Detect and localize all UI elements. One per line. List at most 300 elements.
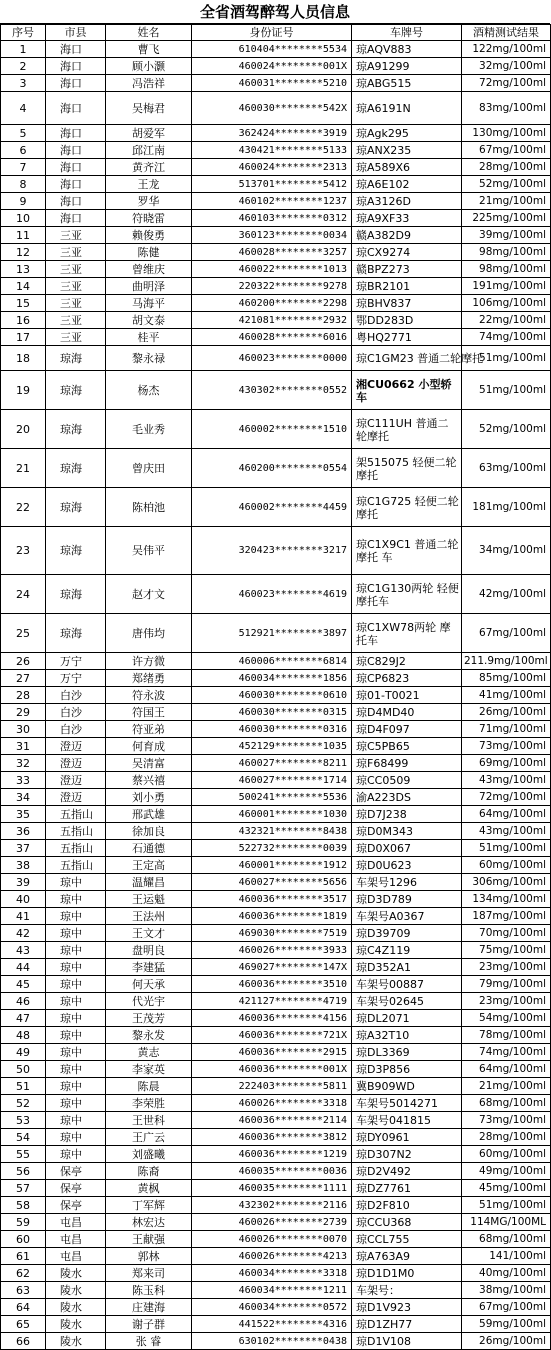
row-city: 万宁 — [46, 653, 106, 670]
row-plate: 琼DY0961 — [352, 1129, 462, 1146]
row-name: 曾维庆 — [106, 261, 192, 278]
row-index: 50 — [1, 1061, 46, 1078]
row-city: 陵水 — [46, 1265, 106, 1282]
row-alcohol-result: 51mg/100ml — [462, 346, 551, 371]
row-city: 万宁 — [46, 670, 106, 687]
row-plate: 琼D39709 — [352, 925, 462, 942]
row-alcohol-result: 78mg/100ml — [462, 1027, 551, 1044]
row-city: 五指山 — [46, 823, 106, 840]
row-name: 马海平 — [106, 295, 192, 312]
table-row — [1, 261, 551, 278]
row-plate: 车架号041815 — [352, 1112, 462, 1129]
row-plate: 琼F68499 — [352, 755, 462, 772]
row-city: 海口 — [46, 92, 106, 125]
row-index: 32 — [1, 755, 46, 772]
row-plate: 琼DL3369 — [352, 1044, 462, 1061]
table-row — [1, 1180, 551, 1197]
row-alcohol-result: 70mg/100ml — [462, 925, 551, 942]
row-id-number: 610404********5534 — [192, 41, 352, 58]
row-name: 王运魁 — [106, 891, 192, 908]
row-alcohol-result: 54mg/100ml — [462, 1010, 551, 1027]
row-id-number: 460026********2739 — [192, 1214, 352, 1231]
table-row — [1, 823, 551, 840]
row-city: 屯昌 — [46, 1248, 106, 1265]
row-name: 徐加良 — [106, 823, 192, 840]
row-plate: 琼A3126D — [352, 193, 462, 210]
row-plate: 琼D0U623 — [352, 857, 462, 874]
row-id-number: 460031********5210 — [192, 75, 352, 92]
row-id-number: 469027********147X — [192, 959, 352, 976]
row-alcohol-result: 52mg/100ml — [462, 410, 551, 449]
row-index: 14 — [1, 278, 46, 295]
row-plate: 琼D0X067 — [352, 840, 462, 857]
row-city: 海口 — [46, 41, 106, 58]
table-row — [1, 410, 551, 449]
row-plate: 琼D307N2 — [352, 1146, 462, 1163]
row-city: 琼海 — [46, 346, 106, 371]
row-alcohol-result: 40mg/100ml — [462, 1265, 551, 1282]
table-row — [1, 1282, 551, 1299]
row-plate: 琼CX9274 — [352, 244, 462, 261]
row-alcohol-result: 51mg/100ml — [462, 1197, 551, 1214]
row-index: 62 — [1, 1265, 46, 1282]
row-name: 符国王 — [106, 704, 192, 721]
table-row — [1, 687, 551, 704]
header-plate: 车牌号 — [352, 25, 462, 41]
table-row — [1, 193, 551, 210]
row-index: 34 — [1, 789, 46, 806]
row-plate: 琼BR2101 — [352, 278, 462, 295]
row-city: 琼中 — [46, 1061, 106, 1078]
row-city: 陵水 — [46, 1316, 106, 1333]
row-plate: 琼CC0509 — [352, 772, 462, 789]
row-name: 李家英 — [106, 1061, 192, 1078]
row-id-number: 222403********5811 — [192, 1078, 352, 1095]
table-row — [1, 670, 551, 687]
row-city: 屯昌 — [46, 1231, 106, 1248]
row-name: 曲明泽 — [106, 278, 192, 295]
row-plate: 琼D2F810 — [352, 1197, 462, 1214]
row-name: 许方微 — [106, 653, 192, 670]
row-id-number: 432321********8438 — [192, 823, 352, 840]
row-index: 1 — [1, 41, 46, 58]
row-id-number: 460102********1237 — [192, 193, 352, 210]
row-index: 56 — [1, 1163, 46, 1180]
row-alcohol-result: 225mg/100ml — [462, 210, 551, 227]
row-city: 海口 — [46, 193, 106, 210]
row-index: 28 — [1, 687, 46, 704]
table-row — [1, 312, 551, 329]
row-plate: 琼D3P856 — [352, 1061, 462, 1078]
row-name: 黄齐江 — [106, 159, 192, 176]
row-alcohol-result: 43mg/100ml — [462, 823, 551, 840]
row-plate: 粤HQ2771 — [352, 329, 462, 346]
row-plate: 琼Agk295 — [352, 125, 462, 142]
row-alcohol-result: 26mg/100ml — [462, 1333, 551, 1350]
table-row — [1, 789, 551, 806]
row-alcohol-result: 83mg/100ml — [462, 92, 551, 125]
row-name: 吴伟平 — [106, 527, 192, 575]
table-row — [1, 614, 551, 653]
row-city: 琼中 — [46, 1129, 106, 1146]
row-id-number: 460036********3812 — [192, 1129, 352, 1146]
row-id-number: 460026********3318 — [192, 1095, 352, 1112]
row-index: 60 — [1, 1231, 46, 1248]
table-row — [1, 159, 551, 176]
row-alcohol-result: 34mg/100ml — [462, 527, 551, 575]
row-plate: 琼CCU368 — [352, 1214, 462, 1231]
table-row — [1, 488, 551, 527]
row-id-number: 430421********5133 — [192, 142, 352, 159]
table-row — [1, 92, 551, 125]
row-name: 张 睿 — [106, 1333, 192, 1350]
row-index: 5 — [1, 125, 46, 142]
row-plate: 车架号A0367 — [352, 908, 462, 925]
row-plate: 琼C1G130两轮 轻便摩托车 — [352, 575, 462, 614]
row-city: 海口 — [46, 75, 106, 92]
row-city: 琼中 — [46, 874, 106, 891]
row-plate: 车架号1296 — [352, 874, 462, 891]
row-alcohol-result: 72mg/100ml — [462, 789, 551, 806]
row-name: 符永波 — [106, 687, 192, 704]
row-name: 吴清富 — [106, 755, 192, 772]
row-city: 澄迈 — [46, 789, 106, 806]
row-index: 26 — [1, 653, 46, 670]
row-plate: 琼BHV837 — [352, 295, 462, 312]
row-id-number: 460030********0610 — [192, 687, 352, 704]
row-city: 琼海 — [46, 371, 106, 410]
row-index: 42 — [1, 925, 46, 942]
row-index: 38 — [1, 857, 46, 874]
table-row — [1, 1231, 551, 1248]
table-row — [1, 1061, 551, 1078]
row-index: 6 — [1, 142, 46, 159]
row-plate: 架515075 轻便二轮摩托 — [352, 449, 462, 488]
row-index: 43 — [1, 942, 46, 959]
row-index: 7 — [1, 159, 46, 176]
table-row — [1, 1010, 551, 1027]
row-index: 55 — [1, 1146, 46, 1163]
row-alcohol-result: 98mg/100ml — [462, 261, 551, 278]
row-id-number: 500241********5536 — [192, 789, 352, 806]
header-row — [1, 25, 551, 41]
row-index: 4 — [1, 92, 46, 125]
row-id-number: 460036********1219 — [192, 1146, 352, 1163]
row-index: 9 — [1, 193, 46, 210]
row-id-number: 460028********3257 — [192, 244, 352, 261]
row-alcohol-result: 64mg/100ml — [462, 1061, 551, 1078]
table-row — [1, 891, 551, 908]
row-plate: 琼C1GM23 普通二轮摩托 — [352, 346, 462, 371]
row-plate: 琼C5PB65 — [352, 738, 462, 755]
row-alcohol-result: 122mg/100ml — [462, 41, 551, 58]
row-city: 澄迈 — [46, 755, 106, 772]
row-plate: 琼D1D1M0 — [352, 1265, 462, 1282]
row-plate: 琼D1ZH77 — [352, 1316, 462, 1333]
row-plate: 赣A382D9 — [352, 227, 462, 244]
row-name: 刘小勇 — [106, 789, 192, 806]
table-row — [1, 738, 551, 755]
header-index: 序号 — [1, 25, 46, 41]
row-city: 琼中 — [46, 1010, 106, 1027]
row-plate: 冀B909WD — [352, 1078, 462, 1095]
row-index: 44 — [1, 959, 46, 976]
row-plate: 琼D7J238 — [352, 806, 462, 823]
row-index: 48 — [1, 1027, 46, 1044]
row-plate: 琼CCL755 — [352, 1231, 462, 1248]
row-plate: 琼D1V923 — [352, 1299, 462, 1316]
table-row — [1, 449, 551, 488]
row-plate: 琼D2V492 — [352, 1163, 462, 1180]
row-index: 22 — [1, 488, 46, 527]
row-city: 澄迈 — [46, 772, 106, 789]
row-alcohol-result: 69mg/100ml — [462, 755, 551, 772]
row-alcohol-result: 181mg/100ml — [462, 488, 551, 527]
row-city: 三亚 — [46, 244, 106, 261]
row-id-number: 460034********0572 — [192, 1299, 352, 1316]
row-alcohol-result: 60mg/100ml — [462, 1146, 551, 1163]
table-row — [1, 58, 551, 75]
row-id-number: 460006********6814 — [192, 653, 352, 670]
row-name: 冯浩祥 — [106, 75, 192, 92]
row-name: 石通德 — [106, 840, 192, 857]
table-row — [1, 210, 551, 227]
row-id-number: 460036********4156 — [192, 1010, 352, 1027]
row-name: 蔡兴禧 — [106, 772, 192, 789]
row-index: 37 — [1, 840, 46, 857]
row-alcohol-result: 45mg/100ml — [462, 1180, 551, 1197]
row-alcohol-result: 41mg/100ml — [462, 687, 551, 704]
row-id-number: 522732********0039 — [192, 840, 352, 857]
row-name: 王文才 — [106, 925, 192, 942]
table-row — [1, 1265, 551, 1282]
row-name: 黄志 — [106, 1044, 192, 1061]
row-id-number: 460035********1111 — [192, 1180, 352, 1197]
row-city: 白沙 — [46, 704, 106, 721]
row-id-number: 460034********1211 — [192, 1282, 352, 1299]
row-alcohol-result: 23mg/100ml — [462, 993, 551, 1010]
row-id-number: 460023********4619 — [192, 575, 352, 614]
row-index: 30 — [1, 721, 46, 738]
row-city: 三亚 — [46, 278, 106, 295]
row-plate: 琼DL2071 — [352, 1010, 462, 1027]
row-alcohol-result: 106mg/100ml — [462, 295, 551, 312]
table-row — [1, 1112, 551, 1129]
row-alcohol-result: 72mg/100ml — [462, 75, 551, 92]
table-row — [1, 1078, 551, 1095]
row-plate: 琼D352A1 — [352, 959, 462, 976]
row-name: 邱江南 — [106, 142, 192, 159]
row-plate: 琼C4Z119 — [352, 942, 462, 959]
row-index: 20 — [1, 410, 46, 449]
row-id-number: 460027********5656 — [192, 874, 352, 891]
row-plate: 琼C1XW78两轮 摩托车 — [352, 614, 462, 653]
row-plate: 琼A589X6 — [352, 159, 462, 176]
row-plate: 琼D0M343 — [352, 823, 462, 840]
row-index: 63 — [1, 1282, 46, 1299]
table-row — [1, 295, 551, 312]
row-city: 琼中 — [46, 908, 106, 925]
row-alcohol-result: 130mg/100ml — [462, 125, 551, 142]
row-index: 61 — [1, 1248, 46, 1265]
row-plate: 车架号00887 — [352, 976, 462, 993]
row-city: 三亚 — [46, 312, 106, 329]
table-row — [1, 244, 551, 261]
row-id-number: 512921********3897 — [192, 614, 352, 653]
row-alcohol-result: 68mg/100ml — [462, 1231, 551, 1248]
row-index: 13 — [1, 261, 46, 278]
table-row — [1, 1316, 551, 1333]
row-name: 谢子群 — [106, 1316, 192, 1333]
row-city: 三亚 — [46, 295, 106, 312]
row-index: 10 — [1, 210, 46, 227]
row-id-number: 460026********4213 — [192, 1248, 352, 1265]
row-name: 毛业秀 — [106, 410, 192, 449]
row-index: 45 — [1, 976, 46, 993]
row-city: 琼海 — [46, 527, 106, 575]
row-name: 陈裔 — [106, 1163, 192, 1180]
row-id-number: 460030********542X — [192, 92, 352, 125]
row-id-number: 460023********0000 — [192, 346, 352, 371]
row-name: 吴梅君 — [106, 92, 192, 125]
row-plate: 琼C829J2 — [352, 653, 462, 670]
table-row — [1, 1027, 551, 1044]
row-index: 33 — [1, 772, 46, 789]
row-id-number: 469030********7519 — [192, 925, 352, 942]
row-id-number: 460036********3517 — [192, 891, 352, 908]
table-row — [1, 1129, 551, 1146]
row-name: 邢武雄 — [106, 806, 192, 823]
row-index: 19 — [1, 371, 46, 410]
table-row — [1, 806, 551, 823]
row-plate: 车架号02645 — [352, 993, 462, 1010]
row-alcohol-result: 73mg/100ml — [462, 1112, 551, 1129]
row-name: 黎永发 — [106, 1027, 192, 1044]
table-row — [1, 1248, 551, 1265]
row-id-number: 513701********5412 — [192, 176, 352, 193]
row-alcohol-result: 23mg/100ml — [462, 959, 551, 976]
table-row — [1, 1333, 551, 1350]
row-alcohol-result: 43mg/100ml — [462, 772, 551, 789]
row-index: 16 — [1, 312, 46, 329]
row-index: 35 — [1, 806, 46, 823]
row-id-number: 360123********0034 — [192, 227, 352, 244]
row-id-number: 430302********0552 — [192, 371, 352, 410]
row-plate: 琼C1X9C1 普通二轮摩托 车 — [352, 527, 462, 575]
row-city: 琼海 — [46, 575, 106, 614]
row-name: 顾小灏 — [106, 58, 192, 75]
row-id-number: 421081********2932 — [192, 312, 352, 329]
row-alcohol-result: 74mg/100ml — [462, 1044, 551, 1061]
row-plate: 渝A223DS — [352, 789, 462, 806]
row-id-number: 441522********4316 — [192, 1316, 352, 1333]
row-alcohol-result: 64mg/100ml — [462, 806, 551, 823]
row-alcohol-result: 32mg/100ml — [462, 58, 551, 75]
row-id-number: 460034********3318 — [192, 1265, 352, 1282]
row-plate: 琼A6E102 — [352, 176, 462, 193]
row-name: 曹飞 — [106, 41, 192, 58]
row-alcohol-result: 22mg/100ml — [462, 312, 551, 329]
row-id-number: 452129********1035 — [192, 738, 352, 755]
row-index: 65 — [1, 1316, 46, 1333]
row-name: 符晓雷 — [106, 210, 192, 227]
row-city: 白沙 — [46, 687, 106, 704]
row-index: 11 — [1, 227, 46, 244]
row-index: 47 — [1, 1010, 46, 1027]
row-plate: 琼C111UH 普通二轮摩托 — [352, 410, 462, 449]
row-index: 2 — [1, 58, 46, 75]
table-row — [1, 1044, 551, 1061]
row-alcohol-result: 191mg/100ml — [462, 278, 551, 295]
row-city: 琼中 — [46, 1112, 106, 1129]
row-city: 琼中 — [46, 1044, 106, 1061]
row-plate: 琼DZ7761 — [352, 1180, 462, 1197]
row-name: 黎永禄 — [106, 346, 192, 371]
row-name: 盘明良 — [106, 942, 192, 959]
row-name: 温耀昌 — [106, 874, 192, 891]
row-id-number: 220322********9278 — [192, 278, 352, 295]
row-name: 胡爱军 — [106, 125, 192, 142]
row-id-number: 630102********0438 — [192, 1333, 352, 1350]
row-name: 曾庆田 — [106, 449, 192, 488]
row-alcohol-result: 67mg/100ml — [462, 1299, 551, 1316]
row-index: 46 — [1, 993, 46, 1010]
row-alcohol-result: 49mg/100ml — [462, 1163, 551, 1180]
row-name: 林宏达 — [106, 1214, 192, 1231]
row-alcohol-result: 114MG/100ML — [462, 1214, 551, 1231]
row-plate: 湘CU0662 小型轿车 — [352, 371, 462, 410]
row-id-number: 460001********1912 — [192, 857, 352, 874]
row-index: 25 — [1, 614, 46, 653]
row-city: 五指山 — [46, 806, 106, 823]
row-index: 36 — [1, 823, 46, 840]
row-city: 琼中 — [46, 1027, 106, 1044]
row-city: 海口 — [46, 142, 106, 159]
row-city: 三亚 — [46, 261, 106, 278]
row-alcohol-result: 26mg/100ml — [462, 704, 551, 721]
row-index: 40 — [1, 891, 46, 908]
header-name: 姓名 — [106, 25, 192, 41]
row-name: 郑来司 — [106, 1265, 192, 1282]
table-row — [1, 227, 551, 244]
table-row — [1, 1197, 551, 1214]
table-row — [1, 278, 551, 295]
table-row — [1, 1095, 551, 1112]
row-city: 保亭 — [46, 1163, 106, 1180]
table-row — [1, 976, 551, 993]
row-name: 庄建海 — [106, 1299, 192, 1316]
row-city: 陵水 — [46, 1282, 106, 1299]
table-row — [1, 142, 551, 159]
table-row — [1, 942, 551, 959]
row-id-number: 460036********721X — [192, 1027, 352, 1044]
row-alcohol-result: 74mg/100ml — [462, 329, 551, 346]
row-plate: 琼01-T0021 — [352, 687, 462, 704]
row-name: 王龙 — [106, 176, 192, 193]
row-name: 王法州 — [106, 908, 192, 925]
row-city: 屯昌 — [46, 1214, 106, 1231]
row-id-number: 362424********3919 — [192, 125, 352, 142]
row-id-number: 460035********0036 — [192, 1163, 352, 1180]
row-plate: 鄂DD283D — [352, 312, 462, 329]
row-city: 琼海 — [46, 410, 106, 449]
table-row — [1, 840, 551, 857]
row-plate: 琼D4MD40 — [352, 704, 462, 721]
row-index: 64 — [1, 1299, 46, 1316]
row-index: 52 — [1, 1095, 46, 1112]
row-id-number: 460036********2114 — [192, 1112, 352, 1129]
table-row — [1, 1214, 551, 1231]
